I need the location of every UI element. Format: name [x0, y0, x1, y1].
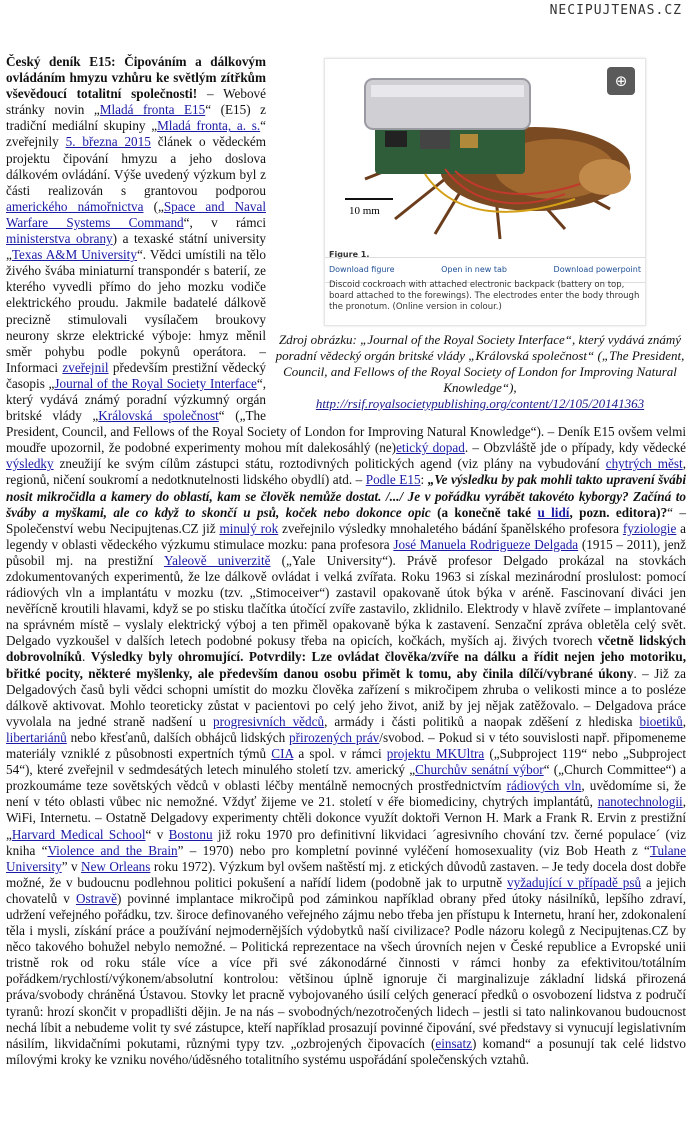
- link-u-lidi[interactable]: u lidí: [537, 504, 570, 520]
- bold-vcetne: včetně lidských dobrovolníků: [6, 633, 686, 665]
- link-ministerstvo[interactable]: ministerstva obrany: [6, 231, 113, 247]
- download-figure-link[interactable]: Download figure: [329, 265, 395, 274]
- text-run: “ („The President, Council, and Fellows of the Royal Society of London for Improving Natural Knowledge“). – Deník E15 ovšem velmi moudře upozornil, že podobné experimenty mohou mít dalekosáhlý (ne): [6, 408, 686, 456]
- scale-label: 10 mm: [349, 205, 380, 217]
- link-mlada-fronta-e15[interactable]: Mladá fronta E15: [99, 102, 206, 118]
- text-run: , regionů, ničení soukromí a nedotknutelnosti lidského obydlí) atd. –: [6, 456, 687, 488]
- link-date[interactable]: 5. března 2015: [65, 134, 151, 150]
- link-chytrych-mest[interactable]: chytrých měst: [605, 456, 683, 472]
- text-run: zveřejnilo výsledky mnohaletého bádání španělského profesora: [278, 520, 623, 536]
- link-tulane[interactable]: Tulane University: [6, 842, 687, 874]
- source-caption: [274, 332, 686, 412]
- text-run: („: [143, 198, 164, 214]
- link-zverejnil[interactable]: zveřejnil: [62, 359, 109, 375]
- link-minuly-rok[interactable]: minulý rok: [219, 520, 279, 536]
- magnifier-plus-icon[interactable]: ⊕: [607, 67, 635, 95]
- download-powerpoint-link[interactable]: Download powerpoint: [553, 265, 641, 274]
- text-run: roku 1972). Výzkum byl ovšem naštěstí mj. z etických důvodů zastaven. – Je tedy docela dost dobře možné, že v budoucnu podlehnou politici pokušení a nařídí lidem (podobně jak to urputně: [6, 858, 687, 890]
- text-run: a spol. v rámci: [293, 746, 387, 762]
- text-run: („Subproject 119“ nebo „Subproject 54“), které zveřejnil v sedmdesátých letech minulého století tzv. americký „: [6, 746, 687, 778]
- quote-bold-italic: „Ve výsledku by pak mohli takto upravení švábi nosit mikročidla a kamery do oblastí, kam se člověk nemůže dostat. /.../ Je v pořádku vyrábět takovéto kyborgy? Začíná to šváby a myškami, ale co když to skončí u psů, koček nebo dokonce opic: [6, 472, 686, 520]
- text-run: “ v: [145, 826, 169, 842]
- site-name[interactable]: NECIPUJTENAS.CZ: [549, 3, 682, 18]
- link-harvard[interactable]: Harvard Medical School: [11, 826, 146, 842]
- link-mlada-fronta-as[interactable]: Mladá fronta, a. s.: [157, 118, 261, 134]
- link-bioetiku[interactable]: bioetiků: [639, 713, 683, 729]
- text-run: “ – Společenství webu Necipujtenas.CZ již: [6, 504, 686, 536]
- link-progresivnich[interactable]: progresivních vědců: [213, 713, 325, 729]
- link-fyziologie[interactable]: fyziologie: [622, 520, 677, 536]
- text-run: , pozn. editora)?: [569, 504, 668, 520]
- text-run: “ (E15) z tradiční mediální skupiny „: [6, 102, 267, 134]
- open-new-tab-link[interactable]: Open in new tab: [441, 265, 508, 274]
- text-run: ) povinné implantace mikročipů pod záminkou například obrany před útoky násilníků, lepšího zdraví, udržení veřejného pořádku, tzv. široce definovaného veřejného zájmu nebo třeba jen přístupu k Internetu, hraní her, zdokonalení těla i mysli, získání práce a používání nejmodernějších výdobytků naší civilizace? Podle názoru kolegů z Necipujtenas.CZ by něco takového bohužel nebylo nemožné. – Politická reprezentace na všech úrovních nejen v České republice a Evropské unii tristně rok od roku stále více a více při své zákonodárné činnosti v rámci honby za efektivitou/totálním pořádkem/rychlostí/výkonem/absolutní kontrolou: většinou úplně ignoruje či marginalizuje základní lidská přirozená práva/svobody chráněná Ústavou. Stovky let pracně vybojovaného úsilí celých generací předků o osvobození lidstva z područí tyranů: hrozí skončit v propadlišti dějin. Je na nás – svobodných/nezotročených lidech – jestli si tato nalinkovanou budoucnost nechá líbit a nebudeme volit ty své zástupce, kteří například prosazují povinné čipování, své představy si vynucují legislativním násilím, likvidačními pokutami, různými typy tzv. „ozbrojených čipovacích (: [6, 890, 686, 1051]
- link-mkultra[interactable]: projektu MKUltra: [386, 746, 485, 762]
- text-run: . – Již za Delgadových časů byli vědci schopni umístit do mozku člověka zařízení s mikročipem zhruba o velikosti mince a to posléze dálkově aktivovat. Mohlo teoreticky zůstat v pacientovi po celý jeho život, aniž by jej nějak zatěžovalo. – Delgadova práce vyvolala na jedné straně nadšení u: [6, 665, 687, 729]
- link-spawar[interactable]: Space and Naval Warfare Systems Command: [6, 198, 266, 230]
- source-caption-text: Zdroj obrázku: „Journal of the Royal Society Interface“, který vydává známý poradní vědecký orgán britské vlády „Královská společnost“ („The President, Council, and Fellows of the Royal Society of London for Improving Natural Knowledge“),: [275, 332, 685, 395]
- link-journal[interactable]: Journal of the Royal Society Interface: [54, 375, 257, 391]
- text-run: a jejich chovatelů v: [6, 874, 686, 906]
- text-run: , uvědomíme si, že není v této oblasti vůbec nic nemožné. Vždyť žijeme ve 21. století v éře biomediciny, chytrých implantátů,: [6, 778, 686, 810]
- cockroach-photo: [325, 59, 645, 249]
- text-run: zneužijí ke svým cílům zástupci státu, roztodivných politických agend (viz plány na vybudování: [53, 456, 606, 472]
- text-run: (1915 – 2011), jenž působil mj. na prestižní: [6, 536, 686, 568]
- text-run: “. Vědci umístili na tělo živého švába miniaturní transpondér s baterií, ze kterého vyvedli přímo do jeho mozku vodiče elektrického proudu. Jakmile badatelé dálkově precizně stimulovali vysílačem broukovy neurony skrze elektrické výboje: hmyz měnil směr pohybu podle pokynů operátora. – Informaci: [6, 247, 266, 375]
- text-run: “, který vydává známý poradní výzkumný orgán britské vlády „: [6, 375, 266, 424]
- link-einsatz[interactable]: einsatz: [435, 1035, 472, 1051]
- link-texas-am[interactable]: Texas A&M University: [11, 247, 137, 263]
- link-vysledky[interactable]: výsledky: [6, 456, 54, 472]
- text-run: (a konečně také: [430, 504, 538, 520]
- link-eticky-dopad[interactable]: etický dopad: [396, 440, 465, 456]
- text-run: článek o vědeckém projektu čipování hmyzu a jeho doslova dálkovém ovládání. Výše uvedený výzkum byl z části realizován s grantovou podporou: [6, 134, 266, 198]
- article-body: [6, 54, 686, 1068]
- link-kralovska[interactable]: Královská společnost: [98, 408, 219, 424]
- link-yale[interactable]: Yaleově univerzitě: [163, 552, 271, 568]
- text-run: ) komand“ a posunují tak celé lidstvo mílovými kroky ke vzniku nového/úděsného totalitního systému uspořádání společenských vztahů.: [6, 1035, 686, 1067]
- link-jose-delgado[interactable]: José Manuela Rodrigueze Delgada: [393, 536, 579, 552]
- link-prirozenych-prav[interactable]: přirozených práv: [289, 729, 380, 745]
- link-namornictvo[interactable]: amerického námořnictva: [6, 198, 144, 214]
- figure-block: [274, 54, 686, 411]
- text-run: ) a texaské státní university „: [6, 231, 266, 263]
- text-run: “ („Church Committee“) a prozkoumáme teze sovětských vědců v oblasti léčby mentálně nemocných prostřednictvím: [6, 762, 686, 794]
- lead-heading: Český deník E15: Čipováním a dálkovým ovládáním hmyzu vzhůru ke světlým zítřkům vševědoucí totalitní společnosti!: [6, 54, 266, 102]
- link-vyzadujici[interactable]: vyžadující v případě psů: [507, 874, 642, 890]
- link-ostrave[interactable]: Ostravě: [75, 890, 117, 906]
- text-run: již roku 1970 pro definitivní likvidaci ´agresivního chování tzv. černé populace´ (viz kniha “: [6, 826, 686, 858]
- text-run: především prestižní vědecký časopis „: [6, 359, 266, 391]
- bold-vysledky: Výsledky byly ohromující. Potvrdily: Lze ovládat člověka/zvíře na dálku a řídit nejen jeho motoriku, břitké pocity, některé myšlenky, ale především danou osobu přimět k tomu, aby činila dílčí/vybrané úkony: [6, 649, 686, 681]
- text-run: “, v rámci: [183, 214, 266, 230]
- link-violence[interactable]: Violence and the Brain: [47, 842, 178, 858]
- text-run: ” – 1970) nebo pro kompletní povinné vyléčení homosexuality (viz Bob Heath z “: [177, 842, 650, 858]
- text-run: – Webové stránky novin „: [6, 86, 267, 118]
- figure-caption: Discoid cockroach with attached electronic backpack (battery on top, board attached to the forewings). The electrodes enter the body through the pronotum. (Online version in colour.): [329, 280, 640, 312]
- text-run: . – Obzvláště jde o případy, kdy vědecké: [464, 440, 687, 456]
- text-run: nebo křesťanů, dalších obhájců lidských: [66, 729, 290, 745]
- link-radiovych-vln[interactable]: rádiových vln: [506, 778, 582, 794]
- figure-panel: [324, 58, 646, 326]
- text-run: , WiFi, Internetu. – Ostatně Delgadovy experimenty chtěli dokonce využít doktoři Vernon H. Mark a Frank R. Ervin z prestižní „: [6, 794, 686, 842]
- text-run: .: [82, 649, 91, 665]
- source-link[interactable]: http://rsif.royalsocietypublishing.org/content/12/105/20141363: [315, 396, 645, 411]
- text-run: :: [420, 472, 428, 488]
- text-run: /svobod. – Pokud si v této souvislosti např. připomeneme materiály vzniklé z působnosti expertních týmů: [6, 729, 686, 762]
- link-libertarianu[interactable]: libertariánů: [6, 729, 67, 745]
- text-run: ,: [682, 713, 687, 729]
- text-run: a legendy v oblasti vědeckého výzkumu stimulace mozku: pana profesora: [6, 520, 687, 552]
- text-run: („Yale University“). Právě profesor Delgado prokázal na stovkách zdokumentovaných experimentů, že lze dálkově ovládat i velká zvířata. Roku 1963 si získal mezinárodní proslulost: pomocí rádiových vln a implantátu v mozku (tzv. „Stimoceiver“) zastavil opakovaně útok býka v aréně. Fascinovaní diváci jen nevěřícně kroutili hlavami, když se po stisku tlačítka útočící zvíře zastavilo, zklidnilo. Elektrody v hlavě zvířete – implantované na správném místě – vyslaly elektrický výboj a ten přiměl opakovaně býka k zastavení. Senzační zpráva obletěla celý svět. Delgado vyzkoušel v dalších letech podobné pokusy třeba na opicích, kočkách, myších aj. živých tvorech: [6, 552, 686, 649]
- link-cia[interactable]: CIA: [271, 746, 294, 762]
- link-new-orleans[interactable]: New Orleans: [81, 858, 151, 874]
- link-bostonu[interactable]: Bostonu: [168, 826, 213, 842]
- link-podle-e15[interactable]: Podle E15: [365, 472, 421, 488]
- link-churchuv[interactable]: Churchův senátní výbor: [415, 762, 544, 778]
- text-run: , armády i části politiků a naopak zděšení z hlediska: [324, 713, 640, 729]
- link-nanotechnologii[interactable]: nanotechnologii: [597, 794, 683, 810]
- figure-label: Figure 1.: [329, 250, 370, 259]
- text-run: ” v: [61, 858, 82, 874]
- text-run: “ zveřejnily: [6, 118, 266, 150]
